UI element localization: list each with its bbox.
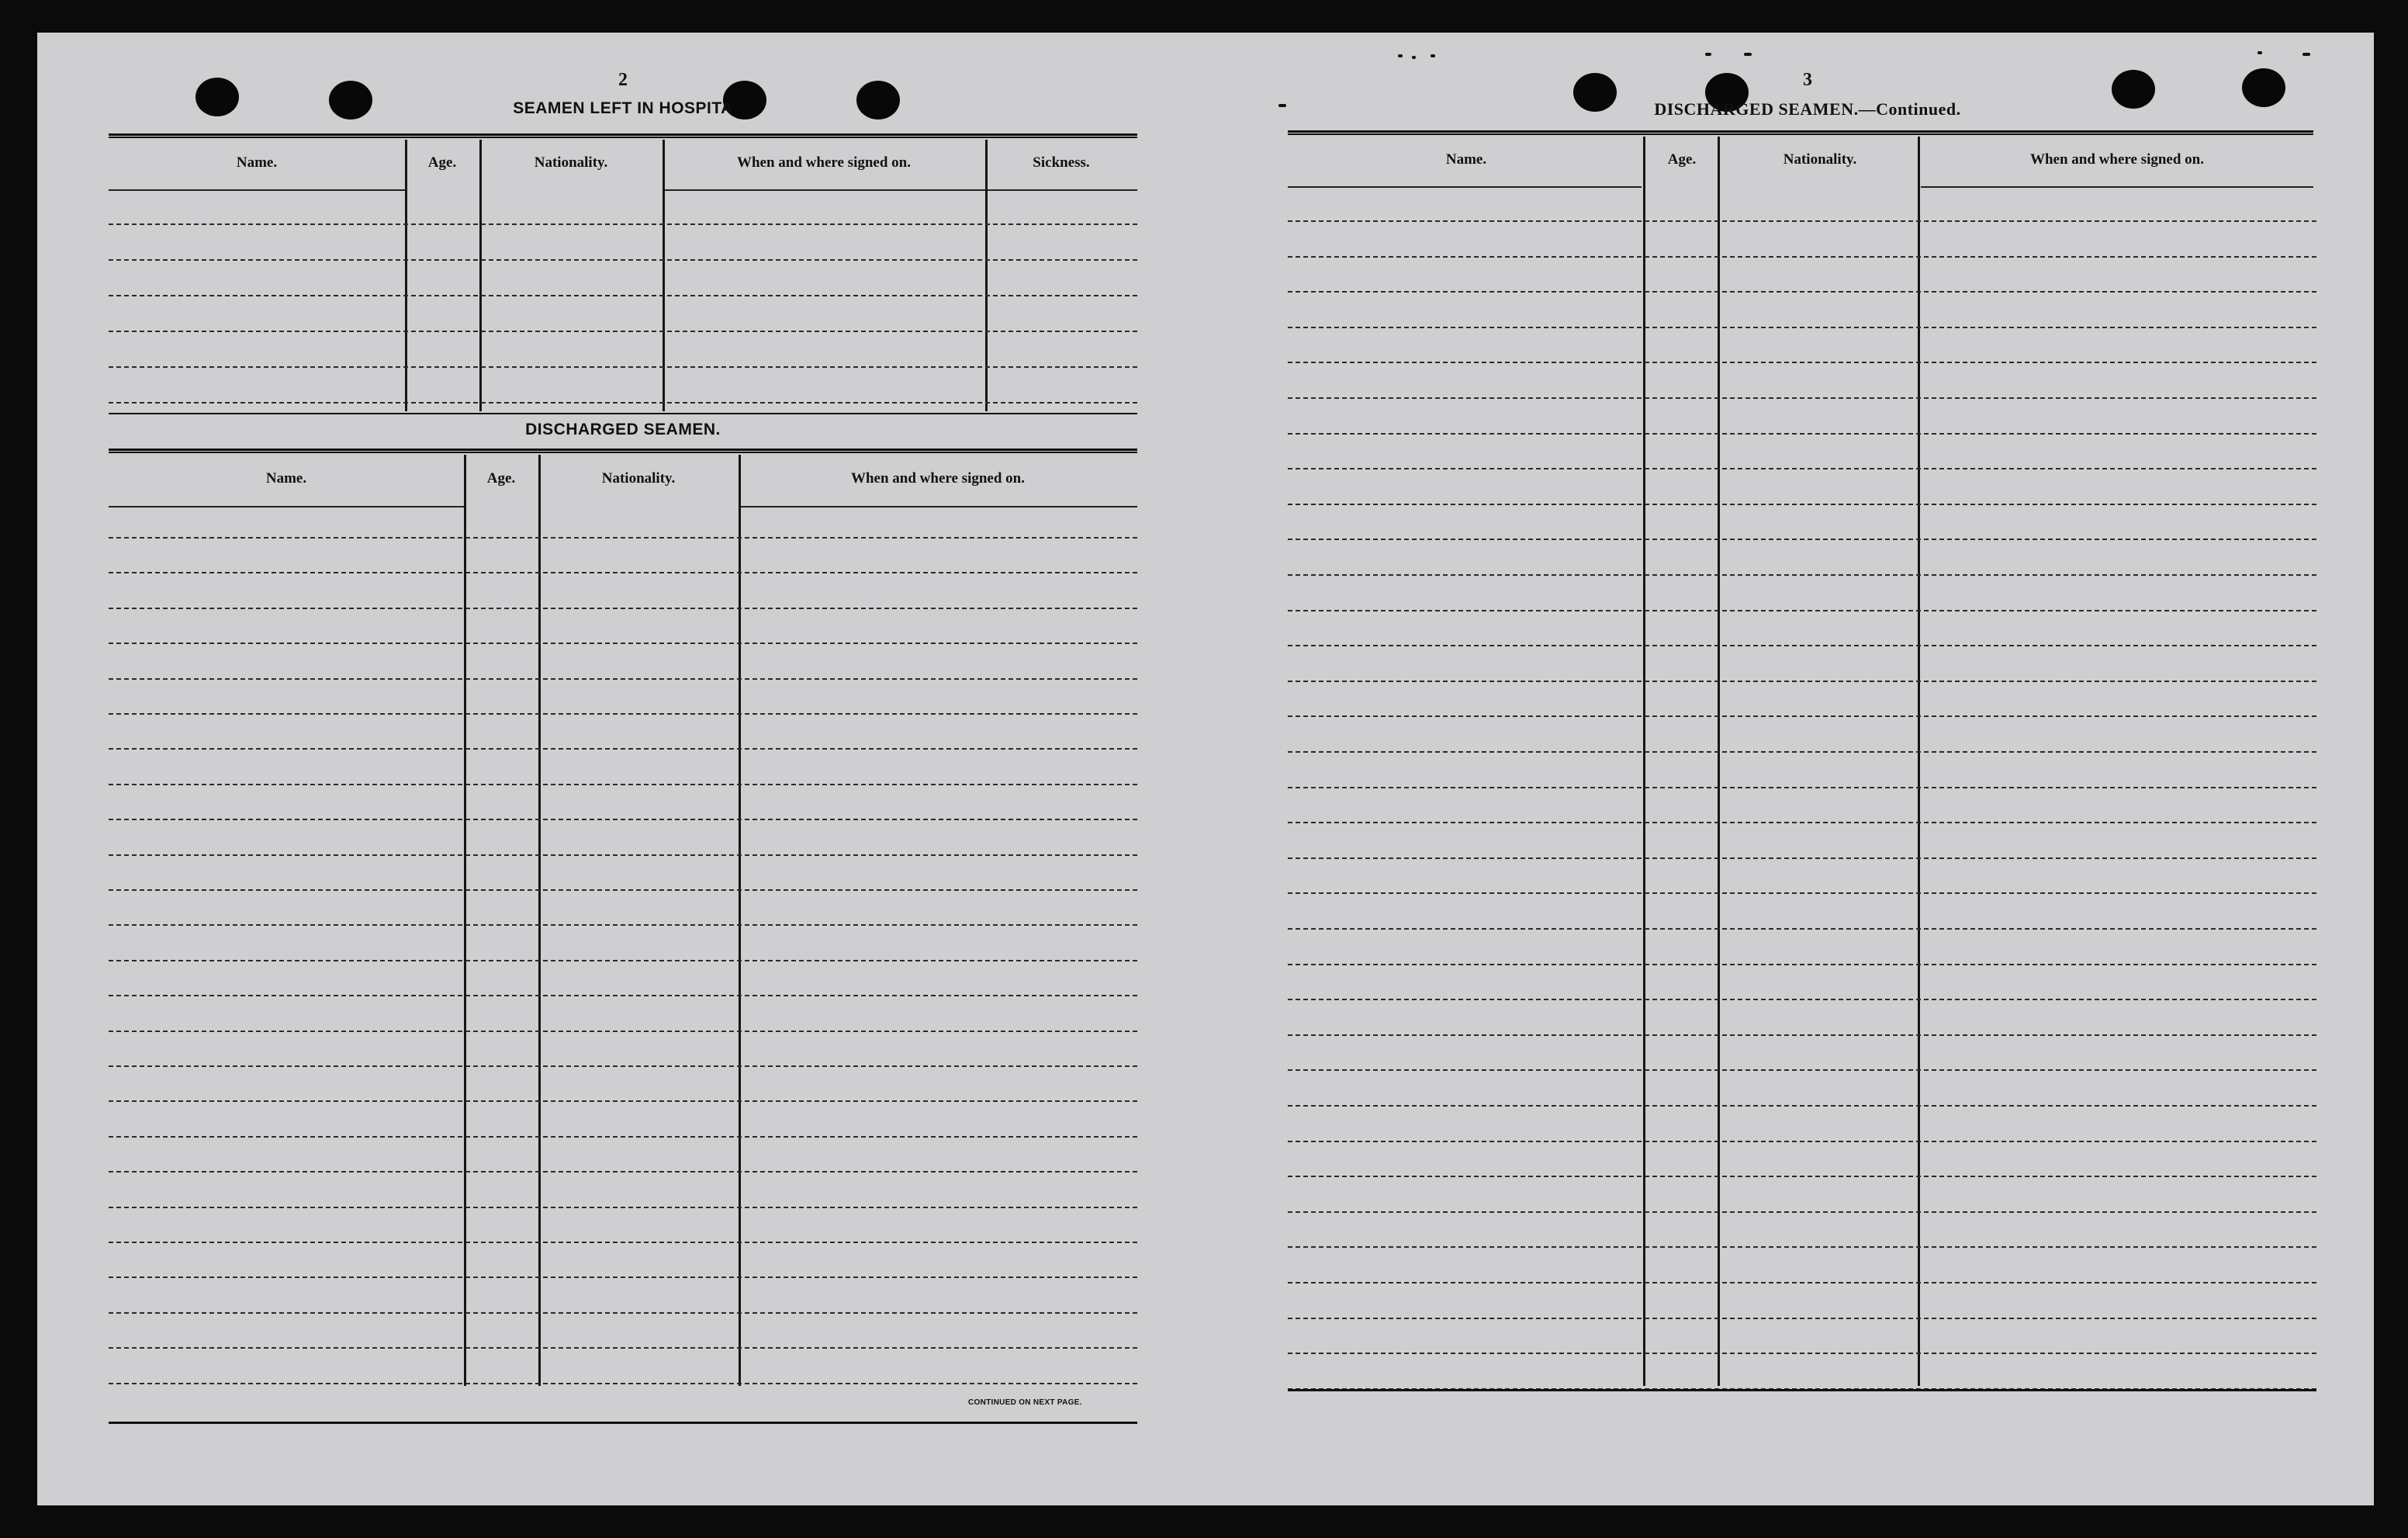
column-divider [1718, 137, 1720, 1386]
blank-entry-line [109, 572, 1137, 573]
blank-entry-line [1288, 220, 2316, 222]
column-header-signed-on: When and where signed on. [850, 470, 1025, 487]
column-divider [663, 140, 665, 411]
blank-entry-line [1288, 1141, 2316, 1142]
header-underline [985, 189, 1137, 191]
blank-entry-line [109, 1100, 1137, 1102]
column-divider [1918, 137, 1920, 1386]
blank-entry-line [109, 1171, 1137, 1173]
blank-entry-line [109, 295, 1137, 296]
blank-entry-line [109, 1383, 1137, 1384]
blank-entry-line [1288, 504, 2316, 505]
blank-entry-line [109, 1312, 1137, 1314]
blank-entry-line [1288, 539, 2316, 540]
discharged-section-title: DISCHARGED SEAMEN. [525, 421, 721, 438]
column-header-nationality: Nationality. [1783, 151, 1857, 168]
header-underline [663, 189, 985, 191]
column-header-nationality: Nationality. [601, 470, 676, 487]
page-number: 2 [618, 70, 628, 90]
discharged-header-row [109, 455, 1137, 503]
blank-entry-line [109, 713, 1137, 715]
left-page [109, 33, 1137, 1505]
column-divider [1643, 137, 1645, 1386]
right-page [1288, 33, 2327, 1505]
blank-entry-line [109, 1136, 1137, 1138]
table-top-rule [109, 449, 1137, 453]
header-underline [739, 506, 1137, 507]
blank-entry-line [109, 960, 1137, 961]
blank-entry-line [109, 678, 1137, 680]
blank-entry-line [1288, 751, 2316, 753]
column-divider [985, 140, 988, 411]
column-header-name: Name. [265, 470, 307, 487]
column-divider [538, 455, 541, 1386]
blank-entry-line [109, 854, 1137, 856]
blank-entry-line [1288, 1318, 2316, 1319]
blank-entry-line [1288, 574, 2316, 576]
blank-entry-line [109, 402, 1137, 404]
header-underline [1921, 186, 2313, 188]
column-divider [464, 455, 466, 1386]
hospital-section-title: SEAMEN LEFT IN HOSPITA [513, 99, 733, 117]
blank-entry-line [109, 924, 1137, 926]
blank-entry-line [1288, 610, 2316, 611]
column-header-name: Name. [236, 154, 278, 171]
discharged-continued-table [1288, 130, 2327, 1450]
continued-header-row [1288, 137, 2327, 183]
blank-entry-line [1288, 645, 2316, 646]
blank-entry-line [109, 259, 1137, 261]
blank-entry-line [109, 608, 1137, 609]
discharged-continued-title: DISCHARGED SEAMEN.—Continued. [1654, 99, 1961, 119]
blank-entry-line [109, 748, 1137, 750]
column-header-age: Age. [1667, 151, 1697, 168]
document-sheet [37, 33, 2374, 1505]
blank-entry-line [1288, 892, 2316, 894]
blank-entry-line [1288, 1069, 2316, 1071]
column-header-age: Age. [427, 154, 457, 171]
header-underline [109, 506, 464, 507]
hospital-header-row [109, 140, 1137, 186]
blank-entry-line [1288, 1176, 2316, 1177]
column-header-nationality: Nationality. [534, 154, 608, 171]
blank-entry-line [1288, 1034, 2316, 1036]
column-header-signed-on: When and where signed on. [736, 154, 911, 171]
blank-entry-line [109, 331, 1137, 332]
blank-entry-line [1288, 787, 2316, 788]
table-bottom-rule [109, 413, 1137, 414]
table-bottom-rule [109, 1422, 1137, 1424]
blank-entry-line [1288, 1282, 2316, 1283]
blank-entry-line [1288, 964, 2316, 965]
column-divider [405, 140, 407, 411]
blank-entry-line [1288, 715, 2316, 717]
blank-entry-line [1288, 468, 2316, 469]
blank-entry-line [109, 1276, 1137, 1278]
blank-entry-line [1288, 256, 2316, 258]
continued-footer: CONTINUED ON NEXT PAGE. [968, 1398, 1082, 1407]
table-bottom-rule [1288, 1389, 2316, 1391]
blank-entry-line [1288, 822, 2316, 823]
blank-entry-line [1288, 362, 2316, 363]
blank-entry-line [1288, 327, 2316, 328]
speck [1278, 104, 1286, 107]
blank-entry-line [1288, 928, 2316, 930]
hospital-table [109, 133, 1137, 444]
blank-entry-line [1288, 1211, 2316, 1213]
table-top-rule [109, 133, 1137, 138]
column-divider [739, 455, 741, 1386]
blank-entry-line [109, 1031, 1137, 1032]
column-header-sickness: Sickness. [1033, 154, 1090, 171]
column-header-signed-on: When and where signed on. [2029, 151, 2204, 168]
blank-entry-line [109, 1207, 1137, 1208]
header-underline [1288, 186, 1642, 188]
blank-entry-line [109, 1065, 1137, 1067]
blank-entry-line [109, 1242, 1137, 1243]
blank-entry-line [1288, 1353, 2316, 1354]
blank-entry-line [109, 223, 1137, 225]
discharged-table [109, 449, 1137, 1457]
blank-entry-line [1288, 1105, 2316, 1107]
blank-entry-line [109, 366, 1137, 368]
blank-entry-line [109, 995, 1137, 996]
blank-entry-line [1288, 291, 2316, 293]
blank-entry-line [1288, 397, 2316, 399]
blank-entry-line [109, 784, 1137, 785]
blank-entry-line [109, 889, 1137, 891]
blank-entry-line [109, 537, 1137, 539]
blank-entry-line [1288, 999, 2316, 1000]
column-divider [479, 140, 482, 411]
page-number: 3 [1803, 70, 1812, 90]
blank-entry-line [1288, 681, 2316, 682]
column-header-age: Age. [486, 470, 516, 487]
blank-entry-line [1288, 433, 2316, 435]
table-top-rule [1288, 130, 2313, 135]
blank-entry-line [109, 1347, 1137, 1349]
blank-entry-line [109, 819, 1137, 820]
blank-entry-line [109, 643, 1137, 644]
column-header-name: Name. [1445, 151, 1487, 168]
blank-entry-line [1288, 1246, 2316, 1248]
header-underline [109, 189, 405, 191]
blank-entry-line [1288, 857, 2316, 859]
